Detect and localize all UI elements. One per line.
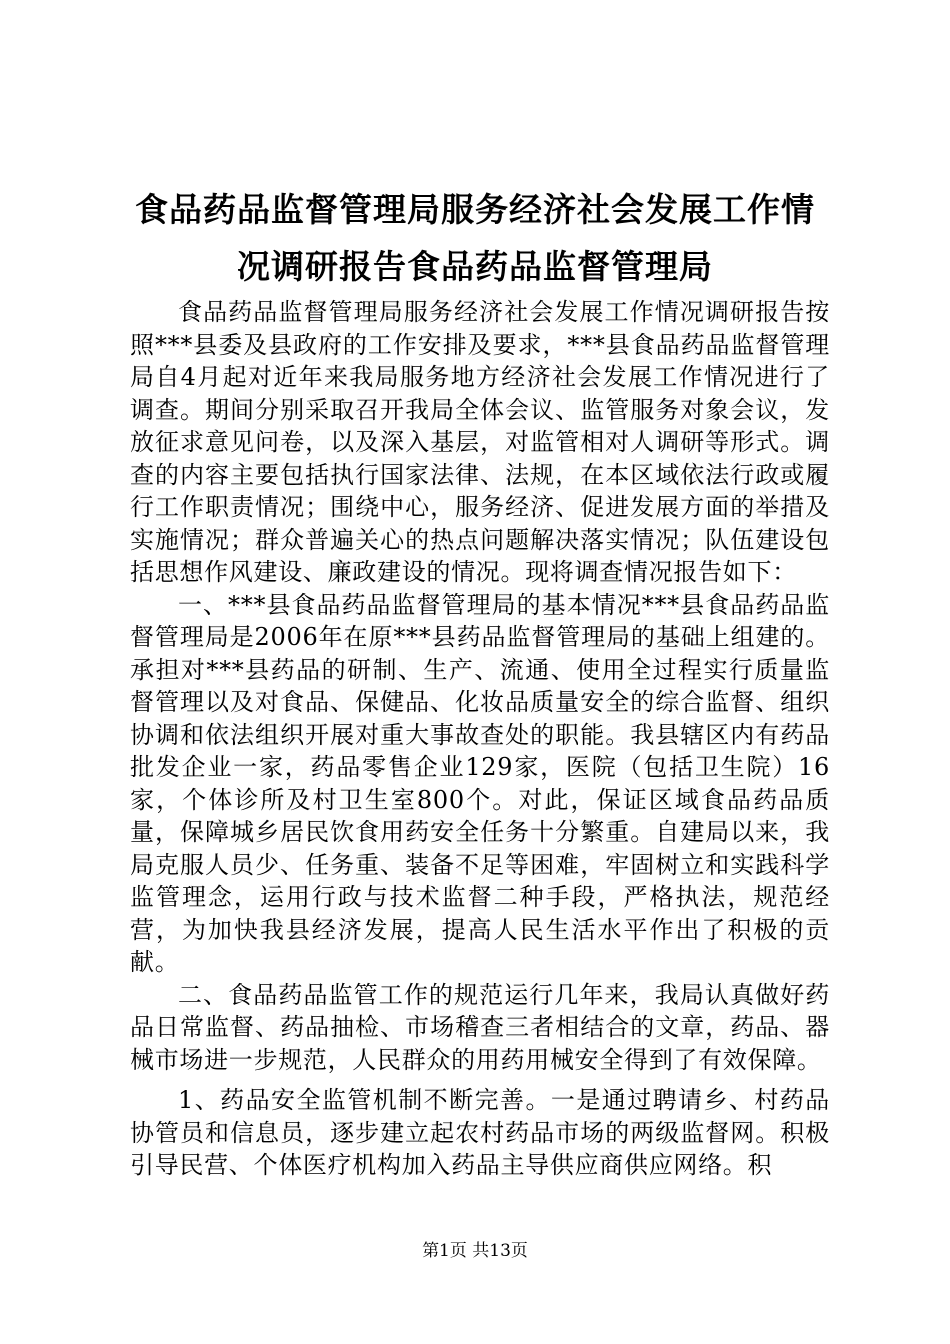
document-title-line-2: 况调研报告食品药品监督管理局 <box>237 247 713 286</box>
paragraph-section-1: 一、***县食品药品监督管理局的基本情况***县食品药品监督管理局是2006年在原***县药品监督管理局的基础上组建的。承担对***县药品的研制、生产、流通、使用全过程实行质量监督管理以及对食品、保健品、化妆品质量安全的综合监督、组织协调和依法组织开展对重大事故查处的职能。我县辖区内有药品批发企业一家，药品零售企业129家，医院（包括卫生院）16家，个体诊所及村卫生室800个。对此，保证区域食品药品质量，保障城乡居民饮食用药安全任务十分繁重。自建局以来，我局克服人员少、任务重、装备不足等困难，牢固树立和实践科学监管理念，运用行政与技术监督二种手段，严格执法，规范经营，为加快我县经济发展，提高人民生活水平作出了积极的贡献。 <box>130 590 830 976</box>
paragraph-section-2: 二、食品药品监管工作的规范运行几年来，我局认真做好药品日常监督、药品抽检、市场稽查三者相结合的文章，药品、器械市场进一步规范，人民群众的用药用械安全得到了有效保障。 <box>130 980 830 1074</box>
document-body <box>130 296 830 1182</box>
paragraph-item-1: 1、药品安全监管机制不断完善。一是通过聘请乡、村药品协管员和信息员，逐步建立起农村药品市场的两级监督网。积极引导民营、个体医疗机构加入药品主导供应商供应网络。积 <box>130 1086 830 1179</box>
document-title-line-1: 食品药品监督管理局服务经济社会发展工作情 <box>135 190 815 229</box>
paragraph-intro: 食品药品监督管理局服务经济社会发展工作情况调研报告按照***县委及县政府的工作安排及要求，***县食品药品监督管理局自4月起对近年来我局服务地方经济社会发展工作情况进行了调查。期间分别采取召开我局全体会议、监管服务对象会议，发放征求意见问卷，以及深入基层，对监管相对人调研等形式。调查的内容主要包括执行国家法律、法规，在本区域依法行政或履行工作职责情况；围绕中心，服务经济、促进发展方面的举措及实施情况；群众普遍关心的热点问题解决落实情况；队伍建设包括思想作风建设、廉政建设的情况。现将调查情况报告如下： <box>130 298 830 586</box>
page-footer: 第1页 共13页 <box>422 1241 528 1261</box>
